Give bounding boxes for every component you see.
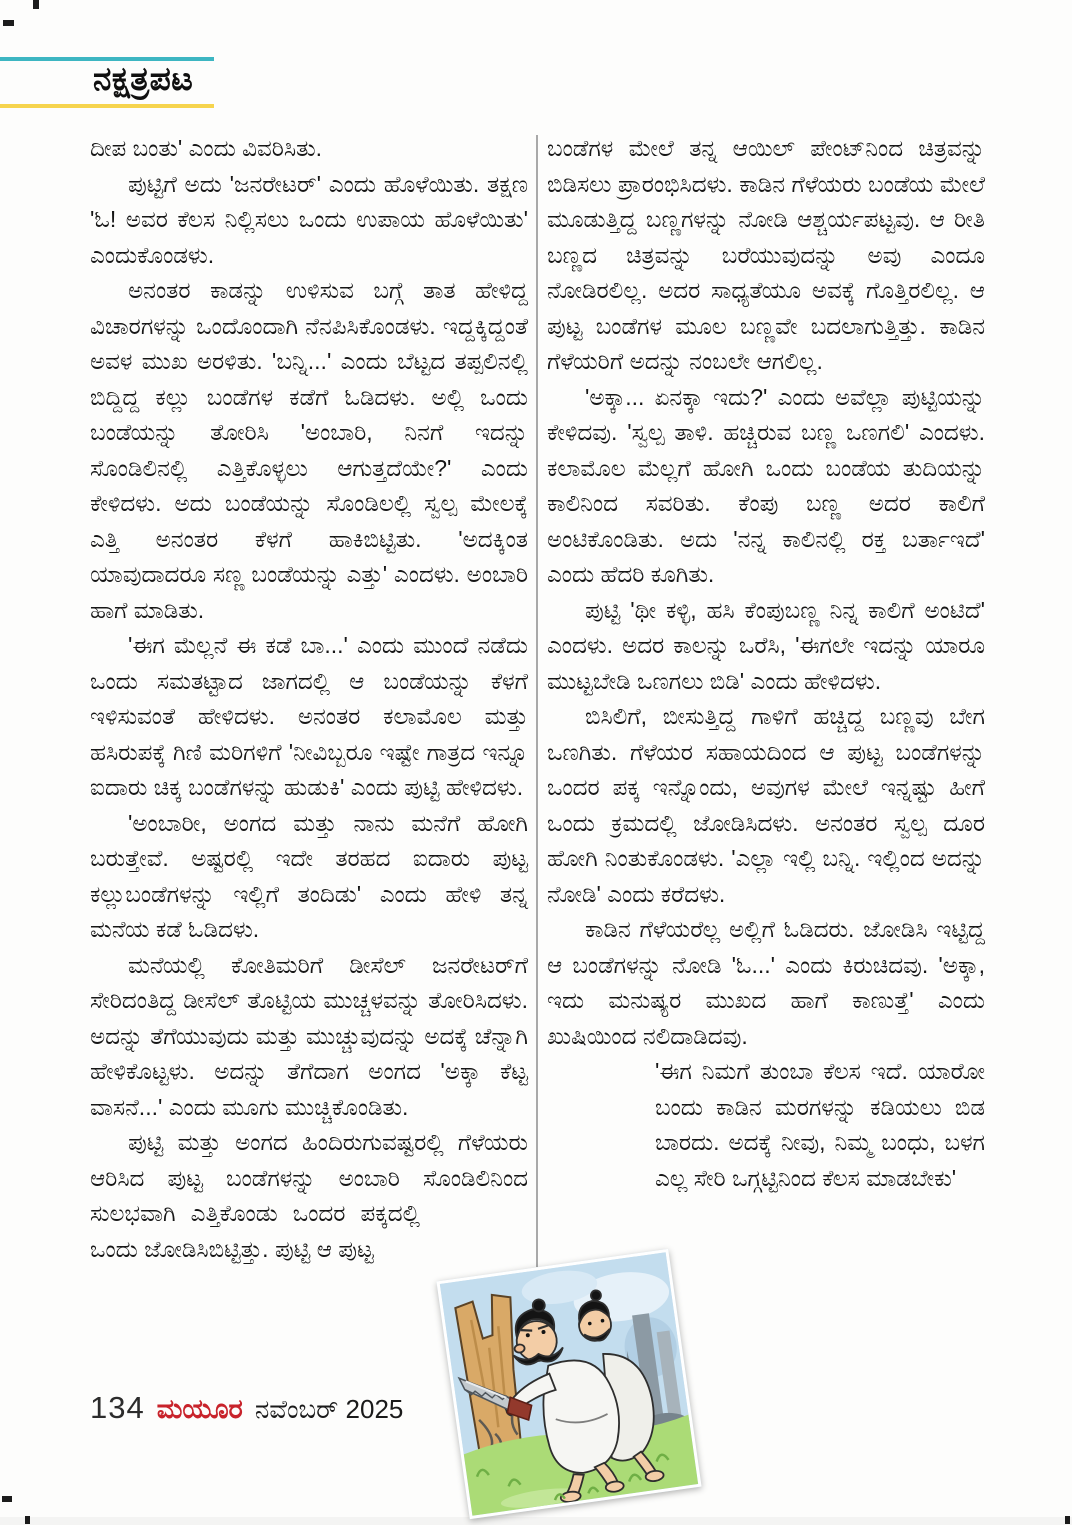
crop-mark-top-left xyxy=(3,20,14,26)
crop-mark-bottom-left xyxy=(2,1496,12,1502)
issue-date: ನವೆಂಬರ್ 2025 xyxy=(254,1394,404,1424)
paragraph-part: ಎತ್ತಿಕೊಂಡು ಒಂದರ ಪಕ್ಕದಲ್ಲಿ ಒಂದು ಜೋಡಿಸಿಬಿಟ್ಟಿತ್ತು. ಪುಟ್ಟಿ ಆ ಪುಟ್ಟ xyxy=(90,1200,420,1262)
paragraph: ದೀಪ ಬಂತು' ಎಂದು ವಿವರಿಸಿತು. xyxy=(90,135,323,161)
magazine-logo: ಮಯೂರ xyxy=(156,1394,243,1424)
cartoon-illustration xyxy=(436,1249,701,1519)
header-rule-yellow xyxy=(0,104,214,108)
section-title: ನಕ್ಷತ್ರಪಟ xyxy=(93,60,194,97)
left-column xyxy=(90,131,528,1436)
page-edge-shadow xyxy=(0,1517,1072,1525)
image-wrap-spacer xyxy=(547,1054,645,1279)
column-divider xyxy=(536,135,538,1267)
paragraph-wrapping-image xyxy=(90,1125,528,1267)
paragraph: ಅನಂತರ ಕಾಡನ್ನು ಉಳಿಸುವ ಬಗ್ಗೆ ತಾತ ಹೇಳಿದ್ದ ವಿಚಾರಗಳನ್ನು ಒಂದೊಂದಾಗಿ ನೆನಪಿಸಿಕೊಂಡಳು. ಇದ್ದಕ್ಕಿದ್ದಂತೆ ಅವಳ ಮುಖ ಅರಳಿತು. 'ಬನ್ನಿ...' ಎಂದು ಬೆಟ್ಟದ ತಪ್ಪಲಿನಲ್ಲಿ ಬಿದ್ದಿದ್ದ ಕಲ್ಲು ಬಂಡೆಗಳ ಕಡೆಗೆ ಓಡಿದಳು. ಅಲ್ಲಿ ಒಂದು ಬಂಡೆಯನ್ನು ತೋರಿಸಿ 'ಅಂಬಾರಿ, ನಿನಗೆ ಇದನ್ನು ಸೊಂಡಿಲಿನಲ್ಲಿ ಎತ್ತಿಕೊಳ್ಳಲು ಆಗುತ್ತದೆಯೇ?' ಎಂದು ಕೇಳಿದಳು. ಅದು ಬಂಡೆಯನ್ನು ಸೊಂಡಿಲಲ್ಲಿ ಸ್ವಲ್ಪ ಮೇಲಕ್ಕೆ ಎತ್ತಿ ಅನಂತರ ಕೆಳಗೆ ಹಾಕಿಬಿಟ್ಟಿತು. 'ಅದಕ್ಕಿಂತ ಯಾವುದಾದರೂ ಸಣ್ಣ ಬಂಡೆಯನ್ನು ಎತ್ತು' ಎಂದಳು. ಅಂಬಾರಿ ಹಾಗೆ ಮಾಡಿತು. xyxy=(90,277,528,623)
paragraph: ಬಂಡೆಗಳ ಮೇಲೆ ತನ್ನ ಆಯಿಲ್ ಪೇಂಟ್‌ನಿಂದ ಚಿತ್ರವನ್ನು ಬಿಡಿಸಲು ಪ್ರಾರಂಭಿಸಿದಳು. ಕಾಡಿನ ಗೆಳೆಯರು ಬಂಡೆಯ ಮೇಲೆ ಮೂಡುತ್ತಿದ್ದ ಬಣ್ಣಗಳನ್ನು ನೋಡಿ ಆಶ್ಚರ್ಯಪಟ್ಟವು. ಆ ರೀತಿ ಬಣ್ಣದ ಚಿತ್ರವನ್ನು ಬರೆಯುವುದನ್ನು ಅವು ಎಂದೂ ನೋಡಿರಲಿಲ್ಲ. ಅದರ ಸಾಧ್ಯತೆಯೂ ಅವಕ್ಕೆ ಗೊತ್ತಿರಲಿಲ್ಲ. ಆ ಪುಟ್ಟ ಬಂಡೆಗಳ ಮೂಲ ಬಣ್ಣವೇ ಬದಲಾಗುತ್ತಿತ್ತು. ಕಾಡಿನ ಗೆಳೆಯರಿಗೆ ಅದನ್ನು ನಂಬಲೇ ಆಗಲಿಲ್ಲ. xyxy=(547,135,985,374)
paragraph: 'ಈಗ ಮೆಲ್ಲನೆ ಈ ಕಡೆ ಬಾ...' ಎಂದು ಮುಂದೆ ನಡೆದು ಒಂದು ಸಮತಟ್ಟಾದ ಜಾಗದಲ್ಲಿ ಆ ಬಂಡೆಯನ್ನು ಕೆಳಗೆ ಇಳಿಸುವಂತೆ ಹೇಳಿದಳು. ಅನಂತರ ಕಲಾಮೊಲ ಮತ್ತು ಹಸಿರುಪಕ್ಕೆ ಗಿಣಿ ಮರಿಗಳಿಗೆ 'ನೀವಿಬ್ಬರೂ ಇಷ್ಟೇ ಗಾತ್ರದ ಇನ್ನೂ ಐದಾರು ಚಿಕ್ಕ ಬಂಡೆಗಳನ್ನು ಹುಡುಕಿ' ಎಂದು ಪುಟ್ಟಿ ಹೇಳಿದಳು. xyxy=(90,632,528,800)
page-number: 134 xyxy=(90,1390,145,1425)
paragraph: ಬಿಸಿಲಿಗೆ, ಬೀಸುತ್ತಿದ್ದ ಗಾಳಿಗೆ ಹಚ್ಚಿದ್ದ ಬಣ್ಣವು ಬೇಗ ಒಣಗಿತು. ಗೆಳೆಯರ ಸಹಾಯದಿಂದ ಆ ಪುಟ್ಟ ಬಂಡೆಗಳನ್ನು ಒಂದರ ಪಕ್ಕ ಇನ್ನೊಂದು, ಅವುಗಳ ಮೇಲೆ ಇನ್ನಷ್ಟು ಹೀಗೆ ಒಂದು ಕ್ರಮದಲ್ಲಿ ಜೋಡಿಸಿದಳು. ಅನಂತರ ಸ್ವಲ್ಪ ದೂರ ಹೋಗಿ ನಿಂತುಕೊಂಡಳು. 'ಎಲ್ಲಾ ಇಲ್ಲಿ ಬನ್ನಿ. ಇಲ್ಲಿಂದ ಅದನ್ನು ನೋಡಿ' ಎಂದು ಕರೆದಳು. xyxy=(547,703,985,907)
paragraph-wrapping-image xyxy=(547,1054,985,1196)
right-column xyxy=(547,131,985,1279)
paragraph: ಮನೆಯಲ್ಲಿ ಕೋತಿಮರಿಗೆ ಡೀಸೆಲ್ ಜನರೇಟರ್‌ಗೆ ಸೇರಿದಂತಿದ್ದ ಡೀಸೆಲ್ ತೊಟ್ಟಿಯ ಮುಚ್ಚಳವನ್ನು ತೋರಿಸಿದಳು. ಅದನ್ನು ತೆಗೆಯುವುದು ಮತ್ತು ಮುಚ್ಚುವುದನ್ನು ಅದಕ್ಕೆ ಚೆನ್ನಾಗಿ ಹೇಳಿಕೊಟ್ಟಳು. ಅದನ್ನು ತೆಗೆದಾಗ ಅಂಗದ 'ಅಕ್ಕಾ ಕೆಟ್ಟ ವಾಸನೆ...' ಎಂದು ಮೂಗು ಮುಚ್ಚಿಕೊಂಡಿತು. xyxy=(90,951,528,1120)
two-men-with-saw-illustration xyxy=(440,1252,698,1515)
page-footer xyxy=(90,1390,403,1426)
crop-mark-top xyxy=(33,0,39,9)
paragraph: ಪುಟ್ಟಿಗೆ ಅದು 'ಜನರೇಟರ್' ಎಂದು ಹೊಳೆಯಿತು. ತಕ್ಷಣ 'ಓ! ಅವರ ಕೆಲಸ ನಿಲ್ಲಿಸಲು ಒಂದು ಉಪಾಯ ಹೊಳೆಯಿತು' ಎಂದುಕೊಂಡಳು. xyxy=(90,170,528,268)
paragraph-part: 'ಈಗ ನಿಮಗೆ ತುಂಬಾ ಕೆಲಸ ಇದೆ. ಯಾರೋ ಬಂದು ಕಾಡಿನ ಮರಗಳನ್ನು ಕಡಿಯಲು ಬಿಡ ಬಾರದು. ಅದಕ್ಕೆ ನೀವು, ನಿಮ್ಮ ಬಂಧು, ಬಳಗ ಎಲ್ಲ ಸೇರಿ ಒಗ್ಗಟ್ಟಿನಿಂದ ಕೆಲಸ ಮಾಡಬೇಕು' xyxy=(655,1058,985,1191)
paragraph: 'ಅಂಬಾರೀ, ಅಂಗದ ಮತ್ತು ನಾನು ಮನೆಗೆ ಹೋಗಿ ಬರುತ್ತೇವೆ. ಅಷ್ಟರಲ್ಲಿ ಇದೇ ತರಹದ ಐದಾರು ಪುಟ್ಟ ಕಲ್ಲುಬಂಡೆಗಳನ್ನು ಇಲ್ಲಿಗೆ ತಂದಿಡು' ಎಂದು ಹೇಳಿ ತನ್ನ ಮನೆಯ ಕಡೆ ಓಡಿದಳು. xyxy=(90,809,528,942)
paragraph: ಪುಟ್ಟಿ 'ಥೀ ಕಳ್ಳಿ, ಹಸಿ ಕೆಂಪುಬಣ್ಣ ನಿನ್ನ ಕಾಲಿಗೆ ಅಂಟಿದೆ' ಎಂದಳು. ಅದರ ಕಾಲನ್ನು ಒರೆಸಿ, 'ಈಗಲೇ ಇದನ್ನು ಯಾರೂ ಮುಟ್ಟಬೇಡಿ ಒಣಗಲು ಬಿಡಿ' ಎಂದು ಹೇಳಿದಳು. xyxy=(547,596,985,694)
paragraph: ಕಾಡಿನ ಗೆಳೆಯರೆಲ್ಲ ಅಲ್ಲಿಗೆ ಓಡಿದರು. ಜೋಡಿಸಿ ಇಟ್ಟಿದ್ದ ಆ ಬಂಡೆಗಳನ್ನು ನೋಡಿ 'ಓ...' ಎಂದು ಕಿರುಚಿದವು. 'ಅಕ್ಕಾ, ಇದು ಮನುಷ್ಯರ ಮುಖದ ಹಾಗೆ ಕಾಣುತ್ತೆ' ಎಂದು ಖುಷಿಯಿಂದ ನಲಿದಾಡಿದವು. xyxy=(547,916,985,1049)
paragraph: 'ಅಕ್ಕಾ... ಏನಕ್ಕಾ ಇದು?' ಎಂದು ಅವೆಲ್ಲಾ ಪುಟ್ಟಿಯನ್ನು ಕೇಳಿದವು. 'ಸ್ವಲ್ಪ ತಾಳಿ. ಹಚ್ಚಿರುವ ಬಣ್ಣ ಒಣಗಲಿ' ಎಂದಳು. ಕಲಾಮೊಲ ಮೆಲ್ಲಗೆ ಹೋಗಿ ಒಂದು ಬಂಡೆಯ ತುದಿಯನ್ನು ಕಾಲಿನಿಂದ ಸವರಿತು. ಕೆಂಪು ಬಣ್ಣ ಅದರ ಕಾಲಿಗೆ ಅಂಟಿಕೊಂಡಿತು. ಅದು 'ನನ್ನ ಕಾಲಿನಲ್ಲಿ ರಕ್ತ ಬರ್ತಾಇದೆ' ಎಂದು ಹೆದರಿ ಕೂಗಿತು. xyxy=(547,383,985,587)
paragraph-part: ಪುಟ್ಟಿ ಮತ್ತು ಅಂಗದ ಹಿಂದಿರುಗುವಷ್ಟರಲ್ಲಿ ಗೆಳೆಯರು ಆರಿಸಿದ ಪುಟ್ಟ ಬಂಡೆಗಳನ್ನು ಅಂಬಾರಿ ಸೊಂಡಿಲಿನಿಂದ ಸುಲಭವಾಗಿ xyxy=(90,1129,528,1226)
